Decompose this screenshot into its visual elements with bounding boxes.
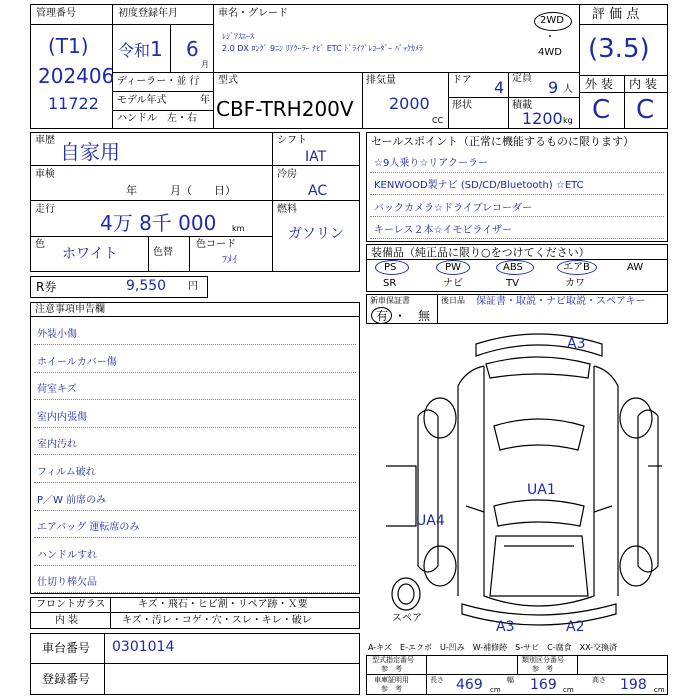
note-item: 室内内張傷: [37, 412, 87, 423]
cooling-label: 冷房: [277, 169, 297, 180]
drive-4wd: 4WD: [538, 47, 562, 58]
displacement: 2000: [389, 94, 430, 113]
equip-aw: AW: [627, 262, 644, 273]
kanri-line3: 11722: [48, 94, 99, 113]
sales-point-2: KENWOOD製ナビ (SD/CD/Bluetooth) ☆ETC: [374, 180, 584, 191]
note-line: [34, 399, 356, 400]
note-item: フィルム破れ: [37, 467, 96, 478]
ruibetsu-sub: 参 考: [532, 665, 553, 673]
model-year-label: モデル年式: [117, 95, 167, 106]
damage-mark-a3-top: A3: [567, 336, 586, 352]
height: 198: [620, 677, 647, 693]
note-line: [34, 510, 356, 511]
color-change-label: 色替: [153, 247, 173, 258]
damage-mark-ua1: UA1: [527, 482, 556, 498]
glass-front-label: フロントガラス: [36, 599, 106, 610]
glass-interior-label: 内 装: [55, 615, 79, 626]
car-damage-diagram: [366, 326, 668, 636]
doors: 4: [494, 78, 505, 97]
length-label: 長さ: [430, 676, 444, 684]
note-line: [34, 592, 356, 593]
cert-sub: 参 考: [381, 685, 402, 693]
note-line: [34, 565, 356, 566]
doors-label: ドア: [452, 75, 472, 86]
warranty-yes: 有: [376, 309, 389, 323]
cooling: AC: [308, 183, 328, 199]
reg-label: 登録番号: [42, 672, 91, 686]
sales-point-1: ☆9人乗り☆リアクーラー: [374, 158, 488, 169]
grade-label: 評 価 点: [592, 7, 640, 22]
displacement-unit: CC: [432, 116, 444, 125]
note-item: エアバッグ 運転席のみ: [37, 522, 140, 533]
width-unit: cm: [563, 686, 574, 694]
kanri-label: 管理番号: [36, 8, 76, 19]
shape-label: 形状: [452, 100, 472, 111]
note-item: P／W 前席のみ: [37, 495, 107, 506]
glass-front-value: キズ・飛石・ヒビ割・リペア跡・Ｘ要: [138, 599, 308, 610]
note-line: [34, 482, 356, 483]
damage-mark-a2: A2: [566, 619, 585, 635]
width: 169: [530, 677, 557, 693]
length-unit: cm: [490, 686, 501, 694]
equip-sr: SR: [383, 278, 397, 289]
load: 1200: [522, 109, 563, 128]
era-year: 1: [150, 37, 163, 61]
recycle-value: 9,550: [126, 278, 167, 294]
month-unit: 月: [201, 60, 209, 69]
recycle-label: R券: [36, 280, 57, 294]
exterior-label: 外 装: [585, 77, 613, 91]
shift-label: シフト: [277, 135, 307, 146]
notes-label: 注意事項申告欄: [35, 304, 105, 315]
reg-month: 6: [186, 37, 199, 61]
shaken-value: 年 月（ 日）: [126, 184, 236, 197]
cert-label: 車庫証明用: [374, 676, 409, 684]
load-unit: kg: [563, 116, 573, 125]
mileage-value: 4万 8千 000: [100, 211, 217, 235]
kanri-line2: 202406: [38, 64, 115, 88]
exterior-grade: C: [592, 95, 611, 125]
note-line: [34, 372, 356, 373]
equip-abs: ABS: [503, 262, 523, 273]
note-item: ハンドルすれ: [37, 550, 97, 561]
after-label: 後日品: [441, 296, 465, 305]
spare-label: スペア: [392, 613, 422, 624]
kata-label: 型式指定番号: [372, 656, 414, 664]
sales-point-4: キーレス２本☆イモビライザー: [374, 225, 513, 236]
glass-interior-value: キズ・汚レ・コゲ・穴・スレ・キレ・破レ: [122, 615, 312, 626]
note-item: 仕切り棒欠品: [37, 577, 97, 588]
color-code: ﾌﾒｲ: [222, 255, 237, 266]
sales-points-label: セールスポイント（正常に機能するものに限ります）: [371, 135, 635, 148]
after-value: 保証書・取説・ナビ取説・スペアキー: [476, 296, 646, 307]
height-unit: cm: [654, 686, 665, 694]
length: 469: [456, 677, 483, 693]
note-item: 荷室キズ: [37, 384, 77, 395]
car-name-line1: ﾚｼﾞｱｽｴｰｽ: [222, 32, 254, 41]
displacement-label: 排気量: [366, 75, 396, 86]
equip-pw: PW: [445, 262, 461, 273]
first-reg-label: 初度登録年月: [118, 8, 178, 19]
damage-mark-a3-bottom: A3: [496, 619, 515, 635]
history-label: 車歴: [35, 135, 55, 146]
width-label: 幅: [507, 676, 514, 684]
equip-airbag: エアB: [563, 262, 590, 273]
drive-2wd: 2WD: [540, 15, 564, 26]
grade: (3.5): [588, 34, 650, 64]
equip-navi: ナビ: [443, 278, 463, 289]
load-label: 積載: [512, 100, 532, 111]
kata-sub: 参 考: [381, 665, 402, 673]
model-type: CBF-TRH200V: [216, 97, 354, 121]
damage-mark-ua4: UA4: [416, 513, 445, 529]
fuel-label: 燃料: [277, 204, 297, 215]
diagram-legend: A-キズ E-エクボ U-凹み W-補修跡 S-サビ C-腐食 XX-交換済: [368, 643, 618, 652]
note-line: [34, 537, 356, 538]
shaken-label: 車検: [35, 169, 55, 180]
interior-grade: C: [636, 95, 655, 125]
warranty-no: 無: [418, 309, 431, 323]
fuel: ガソリン: [288, 226, 344, 242]
model-type-label: 型式: [218, 75, 238, 86]
dealer-label: ディーラー・並 行: [117, 76, 200, 87]
history-value: 自家用: [60, 140, 120, 164]
recycle-unit: 円: [188, 281, 198, 292]
warranty-label: 新車保証書: [370, 296, 410, 305]
drive-dot: ・: [545, 32, 555, 43]
capacity: 9: [548, 78, 559, 97]
capacity-label: 定員: [512, 73, 532, 84]
recycle-box: [30, 276, 208, 298]
note-item: ホイールカバー傷: [37, 357, 117, 368]
equip-ps: PS: [384, 262, 397, 273]
interior-label: 内 装: [629, 77, 657, 91]
color: ホワイト: [62, 246, 118, 262]
warranty-sep: ・: [394, 309, 407, 323]
era: 令和: [118, 41, 151, 60]
shift: IAT: [305, 149, 327, 165]
year-unit: 年: [200, 95, 210, 106]
note-line: [34, 427, 356, 428]
note-line: [34, 344, 356, 345]
handle-label: ハンドル 左・右: [117, 113, 197, 124]
note-item: 外装小傷: [37, 329, 77, 340]
note-line: [34, 454, 356, 455]
note-item: 室内汚れ: [37, 439, 77, 450]
mileage-unit: km: [232, 224, 245, 233]
color-code-label: 色コード: [196, 239, 236, 250]
chassis-label: 車台番号: [42, 641, 91, 655]
ruibetsu-label: 類別区分番号: [522, 656, 564, 664]
car-name-line2: 2.0 DX ﾛﾝｸﾞ 9ﾆﾝ ﾘｱｸｰﾗｰ ﾅﾋﾞ ETC ﾄﾞﾗｲﾌﾞﾚｺｰﾀﾞｰ ﾊﾞｯｸｶﾒﾗ: [222, 44, 423, 53]
car-name-label: 車名・グレード: [218, 8, 288, 19]
capacity-unit: 人: [563, 84, 573, 95]
equipment-label: 装備品（純正品に限り○をつけてください）: [371, 246, 590, 259]
height-label: 高さ: [592, 676, 606, 684]
color-label: 色: [35, 239, 45, 250]
chassis-value: 0301014: [112, 639, 175, 655]
equip-leather: カワ: [565, 278, 585, 289]
equip-tv: TV: [506, 278, 519, 289]
kanri-line1: (T1): [48, 34, 89, 58]
mileage-label: 走行: [35, 204, 55, 215]
sales-point-3: バックカメラ☆ドライブレコーダー: [374, 203, 532, 214]
